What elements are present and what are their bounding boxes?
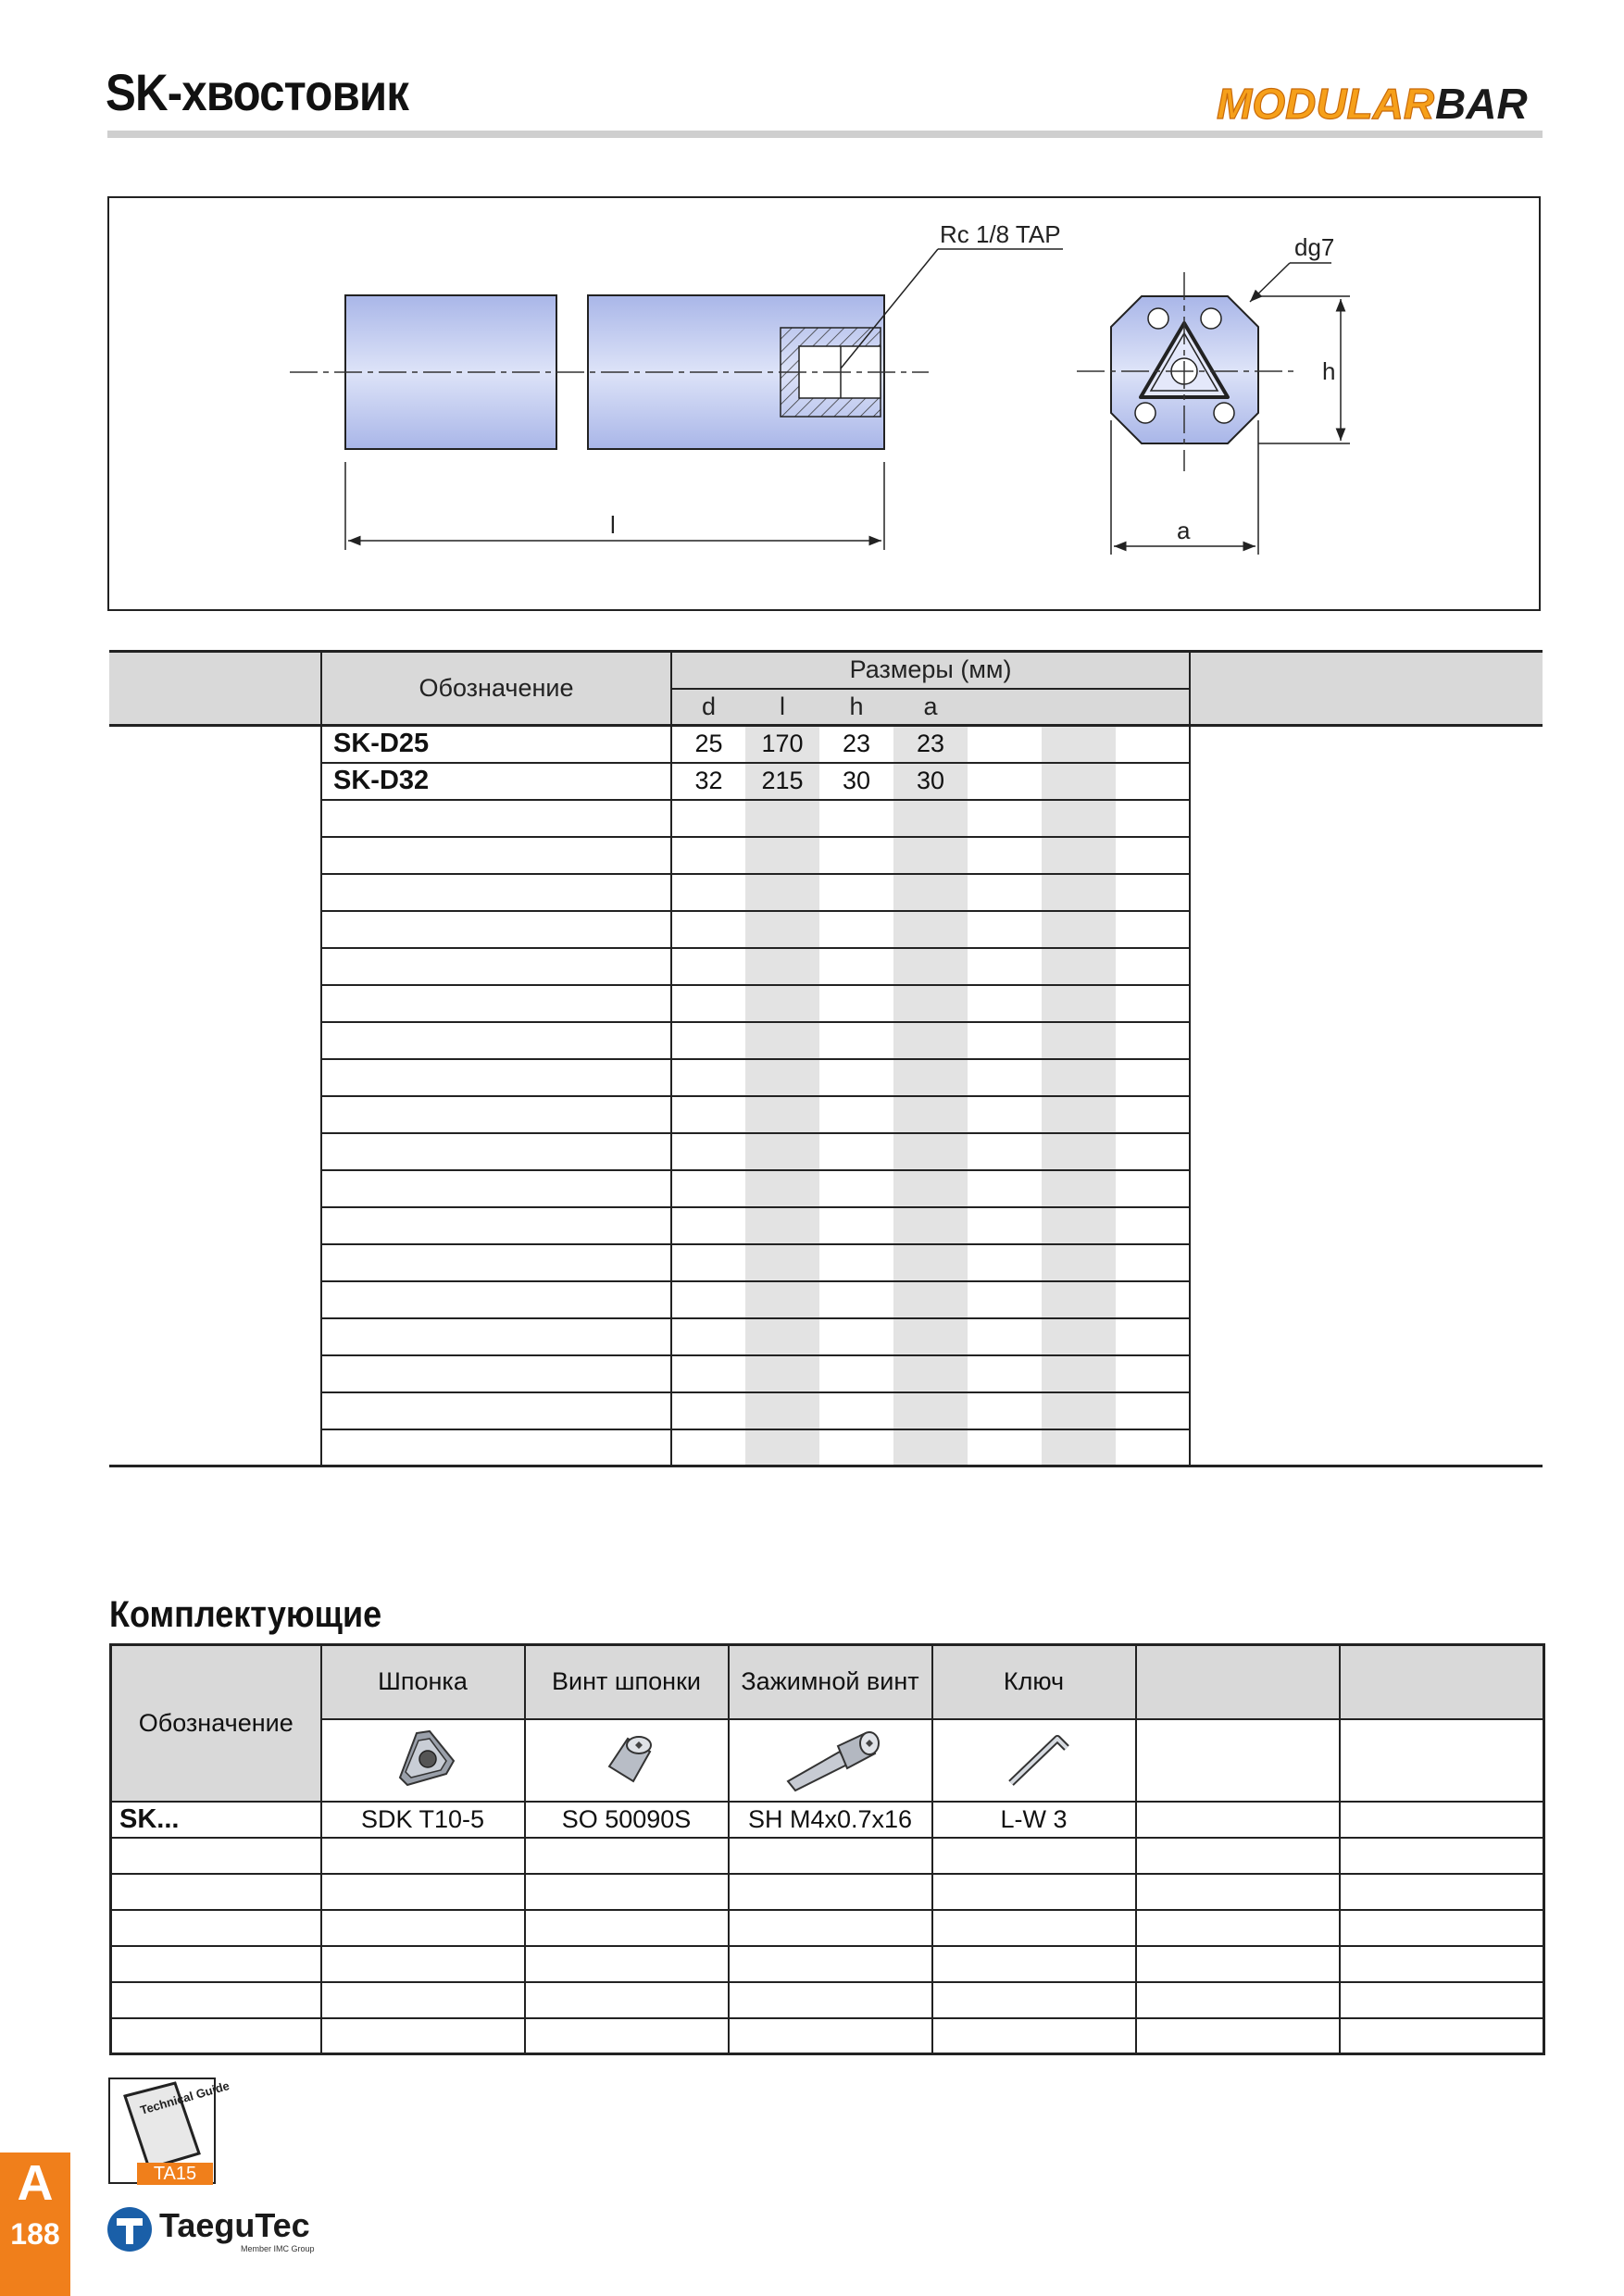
- key-screw-icon: [525, 1719, 729, 1802]
- table-row: [109, 1318, 1543, 1355]
- table-row: [109, 1059, 1543, 1096]
- cell-d: 25: [671, 726, 745, 763]
- clamp-screw-icon: [729, 1719, 932, 1802]
- acc-cell-wrench: L-W 3: [932, 1802, 1136, 1838]
- dim-header-l: l: [745, 689, 819, 726]
- company-name: TaeguTec: [159, 2206, 310, 2244]
- table-row: [109, 1281, 1543, 1318]
- dimensions-table: [109, 650, 1543, 1467]
- table-row: [111, 1838, 1544, 1874]
- acc-cell-key: SDK T10-5: [321, 1802, 525, 1838]
- table-row: [111, 1910, 1544, 1946]
- acc-cell-key-screw: SO 50090S: [525, 1802, 729, 1838]
- table-row: [111, 1946, 1544, 1982]
- acc-col-key: Шпонка: [321, 1645, 525, 1719]
- table-row: [109, 911, 1543, 948]
- header-rule: [107, 131, 1543, 138]
- section-letter: A: [17, 2155, 54, 2211]
- table-row: [111, 1802, 1544, 1838]
- acc-designation-header: Обозначение: [111, 1645, 321, 1802]
- row-code: SK-D32: [321, 763, 671, 800]
- designation-header: Обозначение: [321, 652, 671, 726]
- drawing-frame: [107, 196, 1541, 611]
- insert-key-icon: [321, 1719, 525, 1802]
- brand-part1: MODULAR: [1217, 80, 1435, 128]
- table-row: [109, 874, 1543, 911]
- acc-col-key-screw: Винт шпонки: [525, 1645, 729, 1719]
- cell-a: 30: [893, 763, 968, 800]
- accessories-table: [109, 1643, 1545, 2055]
- dim-header-d: d: [671, 689, 745, 726]
- table-row: [109, 763, 1543, 800]
- cell-h: 23: [819, 726, 893, 763]
- acc-cell-blank-2: [1340, 1802, 1544, 1838]
- page-number: 188: [10, 2217, 60, 2251]
- dim-dg7-label: dg7: [1294, 233, 1335, 261]
- table-row: [109, 1392, 1543, 1429]
- accessories-title: Комплектующие: [109, 1594, 382, 1635]
- company-sub: Member IMC Group: [241, 2244, 315, 2253]
- acc-col-wrench: Ключ: [932, 1645, 1136, 1719]
- cell-d: 32: [671, 763, 745, 800]
- shank-drawing: [109, 198, 1539, 609]
- table-row: [109, 726, 1543, 763]
- guide-book-text: Technical Guide: [138, 2078, 231, 2117]
- hex-wrench-icon: [932, 1719, 1136, 1802]
- end-view: [1077, 233, 1350, 555]
- tap-callout: Rc 1/8 TAP: [940, 220, 1061, 248]
- table-row: [111, 2018, 1544, 2054]
- acc-col-clamp-screw: Зажимной винт: [729, 1645, 932, 1719]
- blank-header-right: [1190, 652, 1543, 726]
- table-row: [109, 948, 1543, 985]
- table-row: [109, 985, 1543, 1022]
- guide-label: TA15: [137, 2163, 213, 2185]
- acc-cell-blank-1: [1136, 1802, 1340, 1838]
- acc-col-blank-2: [1340, 1645, 1544, 1719]
- acc-col-blank-1: [1136, 1645, 1340, 1719]
- table-row: [109, 800, 1543, 837]
- cell-a: 23: [893, 726, 968, 763]
- table-row: [111, 1982, 1544, 2018]
- modularbar-logo: [1215, 78, 1544, 128]
- table-row: [109, 1244, 1543, 1281]
- table-row: [109, 1170, 1543, 1207]
- dim-h-label: h: [1322, 357, 1336, 385]
- dimensions-group-header: Размеры (мм): [671, 652, 1190, 689]
- cell-l: 215: [745, 763, 819, 800]
- page-title: SK-хвостовик: [106, 63, 409, 121]
- dim-a-label: a: [1177, 517, 1191, 544]
- table-row: [109, 1133, 1543, 1170]
- table-row: [109, 1207, 1543, 1244]
- table-row: [109, 1096, 1543, 1133]
- blank-header: [109, 652, 321, 726]
- cell-l: 170: [745, 726, 819, 763]
- dim-l-label: l: [610, 511, 616, 539]
- table-row: [109, 1355, 1543, 1392]
- dim-header-h: h: [819, 689, 893, 726]
- brand-part2: BAR: [1435, 80, 1528, 128]
- table-row: [109, 1022, 1543, 1059]
- dim-header-a: a: [893, 689, 968, 726]
- taegutec-logo: [104, 2202, 363, 2257]
- table-row: [109, 837, 1543, 874]
- acc-row-code: SK...: [111, 1802, 321, 1838]
- row-code: SK-D25: [321, 726, 671, 763]
- acc-cell-clamp-screw: SH M4x0.7x16: [729, 1802, 932, 1838]
- table-row: [109, 1429, 1543, 1466]
- cell-h: 30: [819, 763, 893, 800]
- table-row: [111, 1874, 1544, 1910]
